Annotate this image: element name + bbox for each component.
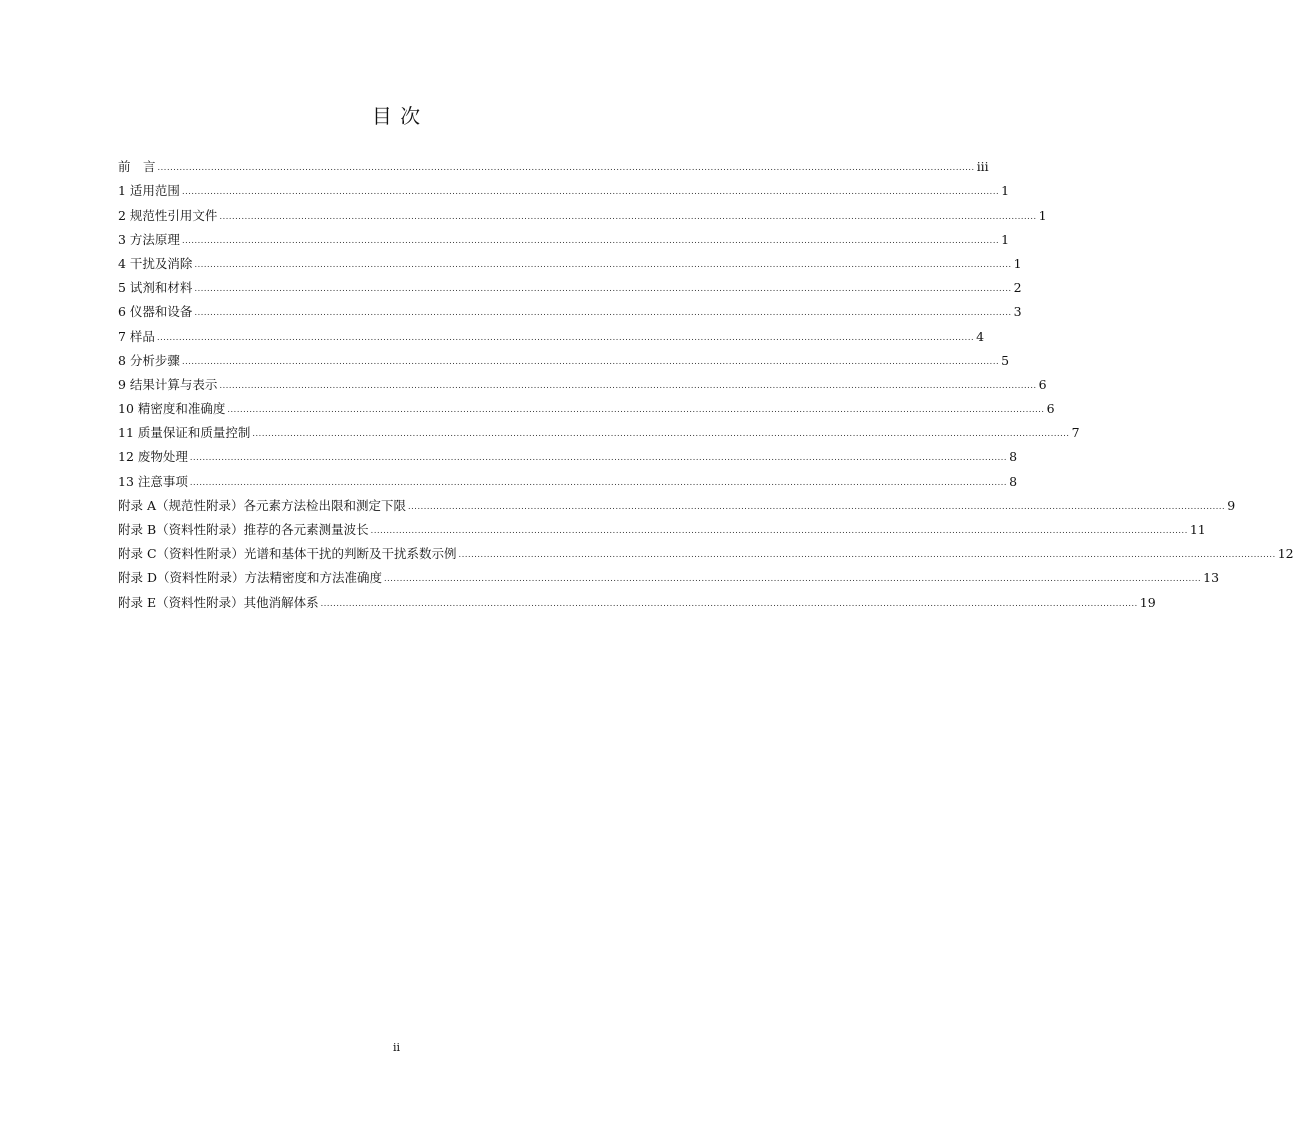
toc-entry-label: 10 精密度和准确度 bbox=[118, 401, 226, 417]
toc-entry-page: 12 bbox=[1277, 546, 1294, 562]
toc-entry[interactable] bbox=[118, 345, 1010, 369]
toc-entry-page: 9 bbox=[1227, 497, 1236, 513]
toc-dot-leader: .................................................................................................................................................................................................................................................................... bbox=[189, 453, 1008, 463]
toc-dot-leader: .................................................................................................................................................................................................................................................................... bbox=[384, 574, 1202, 584]
toc-entry-page: 6 bbox=[1046, 401, 1055, 417]
toc-entry[interactable] bbox=[118, 248, 1022, 272]
toc-entry-label: 2 规范性引用文件 bbox=[118, 207, 218, 223]
toc-entry-page: 1 bbox=[1001, 183, 1010, 199]
toc-entry[interactable] bbox=[118, 465, 1018, 489]
toc-entry-label: 11 质量保证和质量控制 bbox=[118, 425, 251, 441]
toc-entry-page: 7 bbox=[1071, 425, 1080, 441]
toc-entry[interactable] bbox=[118, 272, 1022, 296]
toc-entry[interactable] bbox=[118, 369, 1047, 393]
toc-dot-leader: .................................................................................................................................................................................................................................................................... bbox=[227, 405, 1045, 415]
toc-dot-leader: .................................................................................................................................................................................................................................................................... bbox=[156, 332, 975, 342]
toc-entry[interactable] bbox=[118, 151, 989, 175]
toc-dot-leader: .................................................................................................................................................................................................................................................................... bbox=[320, 598, 1138, 608]
toc-entry-page: 1 bbox=[1013, 255, 1022, 271]
toc-entry-label: 附录 A（规范性附录）各元素方法检出限和测定下限 bbox=[118, 497, 407, 513]
toc-entry[interactable] bbox=[118, 538, 1294, 562]
toc-dot-leader: .................................................................................................................................................................................................................................................................... bbox=[194, 308, 1012, 318]
toc-entry-label: 附录 C（资料性附录）光谱和基体干扰的判断及干扰系数示例 bbox=[118, 546, 457, 562]
toc-entry-label: 7 样品 bbox=[118, 328, 155, 344]
toc-dot-leader: .................................................................................................................................................................................................................................................................... bbox=[181, 356, 1000, 366]
toc-dot-leader: .................................................................................................................................................................................................................................................................... bbox=[252, 429, 1070, 439]
toc-entry-label: 5 试剂和材料 bbox=[118, 280, 193, 296]
toc-entry[interactable] bbox=[118, 320, 985, 344]
toc-entry-label: 13 注意事项 bbox=[118, 473, 188, 489]
toc-dot-leader: .................................................................................................................................................................................................................................................................... bbox=[157, 163, 975, 173]
table-of-contents bbox=[118, 151, 1294, 611]
toc-entry-page: 8 bbox=[1009, 473, 1018, 489]
toc-dot-leader: .................................................................................................................................................................................................................................................................... bbox=[458, 550, 1276, 560]
toc-entry-label: 9 结果计算与表示 bbox=[118, 376, 218, 392]
page-title: 目 次 bbox=[371, 104, 422, 128]
toc-entry-page: 8 bbox=[1009, 449, 1018, 465]
toc-entry-label: 12 废物处理 bbox=[118, 449, 188, 465]
toc-entry[interactable] bbox=[118, 175, 1010, 199]
toc-entry[interactable] bbox=[118, 562, 1220, 586]
toc-dot-leader: .................................................................................................................................................................................................................................................................... bbox=[370, 526, 1188, 535]
toc-entry-page: 6 bbox=[1038, 376, 1047, 392]
toc-entry[interactable] bbox=[118, 296, 1022, 320]
toc-entry-label: 6 仪器和设备 bbox=[118, 304, 193, 320]
toc-entry-label: 3 方法原理 bbox=[118, 231, 180, 247]
toc-dot-leader: .................................................................................................................................................................................................................................................................... bbox=[408, 501, 1226, 511]
toc-entry-page: 2 bbox=[1013, 280, 1022, 296]
toc-entry-label: 4 干扰及消除 bbox=[118, 255, 193, 271]
toc-entry-page: 4 bbox=[976, 328, 985, 344]
toc-dot-leader: .................................................................................................................................................................................................................................................................... bbox=[194, 259, 1012, 269]
toc-entry-label: 1 适用范围 bbox=[118, 183, 180, 199]
toc-dot-leader: .................................................................................................................................................................................................................................................................... bbox=[219, 211, 1037, 221]
toc-entry-page: 19 bbox=[1139, 594, 1156, 610]
toc-entry-page: 13 bbox=[1203, 570, 1220, 586]
page-number: ii bbox=[392, 1041, 401, 1054]
toc-entry-label: 附录 D（资料性附录）方法精密度和方法准确度 bbox=[118, 570, 382, 586]
toc-entry-page: 1 bbox=[1001, 231, 1010, 247]
toc-dot-leader: .................................................................................................................................................................................................................................................................... bbox=[181, 235, 1000, 245]
toc-entry-label: 前 言 bbox=[118, 159, 156, 175]
toc-entry[interactable] bbox=[118, 224, 1010, 248]
toc-entry-page: 11 bbox=[1189, 522, 1206, 537]
toc-entry-page: 5 bbox=[1001, 352, 1010, 368]
toc-dot-leader: .................................................................................................................................................................................................................................................................... bbox=[181, 187, 1000, 197]
toc-entry-label: 附录 B（资料性附录）推荐的各元素测量波长 bbox=[118, 522, 369, 537]
toc-entry[interactable] bbox=[118, 417, 1080, 441]
toc-entry-page: iii bbox=[976, 159, 989, 175]
toc-entry[interactable] bbox=[118, 586, 1156, 610]
toc-entry-page: 1 bbox=[1038, 207, 1047, 223]
toc-dot-leader: .................................................................................................................................................................................................................................................................... bbox=[194, 284, 1012, 294]
toc-entry[interactable] bbox=[118, 441, 1018, 465]
toc-entry[interactable] bbox=[118, 490, 1236, 514]
toc-entry-label: 8 分析步骤 bbox=[118, 352, 180, 368]
toc-entry[interactable] bbox=[118, 199, 1047, 223]
toc-dot-leader: .................................................................................................................................................................................................................................................................... bbox=[219, 380, 1037, 390]
toc-dot-leader: .................................................................................................................................................................................................................................................................... bbox=[189, 477, 1008, 487]
toc-entry[interactable] bbox=[118, 514, 1206, 538]
toc-entry-label: 附录 E（资料性附录）其他消解体系 bbox=[118, 594, 319, 610]
toc-entry-page: 3 bbox=[1013, 304, 1022, 320]
toc-entry[interactable] bbox=[118, 393, 1055, 417]
